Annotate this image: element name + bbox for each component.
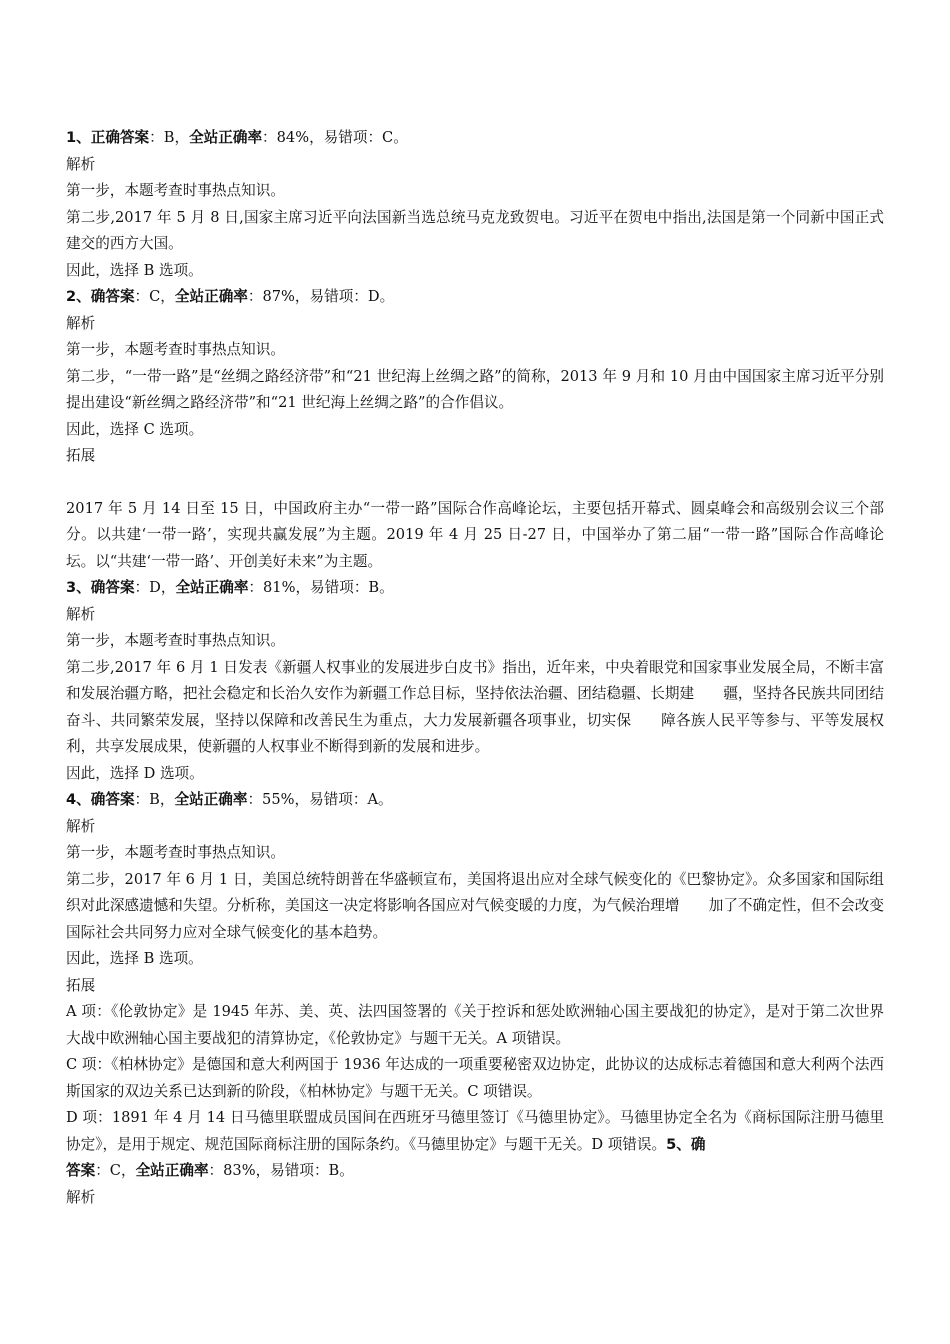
q5-rate-value: ：83%，易错项：B。 bbox=[208, 1162, 354, 1179]
q1-number: 1、 bbox=[66, 129, 91, 146]
q4-rate-label: 全站正确率 bbox=[174, 791, 248, 808]
q4-extend-option-c: C 项：《柏林协定》是德国和意大利两国于 1936 年达成的一项重要秘密双边协定，此协议的达成标志着德国和意大利两个法西斯国家的双边关系已达到新的阶段，《柏林协定》与题干无关。C 项错误。 bbox=[66, 1056, 884, 1100]
q1-rate-value: ：84%，易错项：C。 bbox=[262, 129, 408, 146]
q2-step2: 第二步，“一带一路”是“丝绸之路经济带”和“21 世纪海上丝绸之路”的简称，2013 年 9 月和 10 月由中国国家主席习近平分别提出建设“新丝绸之路经济带”和“21 世纪海上丝绸之路”的合作倡议。 bbox=[66, 367, 884, 411]
q3-rate-label: 全站正确率 bbox=[175, 579, 249, 596]
q3-conclusion: 因此，选择 D 选项。 bbox=[66, 764, 204, 782]
answer-document bbox=[66, 125, 884, 1211]
q4-extend-option-a: A 项：《伦敦协定》是 1945 年苏、美、英、法四国签署的《关于控诉和惩处欧洲轴心国主要战犯的协定》，是对于第二次世界大战中欧洲轴心国主要战犯的清算协定，《伦敦协定》与题干无关。A 项错误。 bbox=[66, 1003, 884, 1047]
q1-answer-label: 正确答案 bbox=[90, 129, 150, 146]
q4-conclusion: 因此，选择 B 选项。 bbox=[66, 950, 203, 967]
q3-analysis-heading: 解析 bbox=[66, 605, 96, 623]
q2-rate-label: 全站正确率 bbox=[174, 288, 248, 305]
q3-step2: 第二步,2017 年 6 月 1 日发表《新疆人权事业的发展进步白皮书》指出，近年来，中央着眼党和国家事业发展全局，不断丰富和发展治疆方略，把社会稳定和长治久安作为新疆工作总目标，坚持依法治疆、团结稳疆、长期建 疆，坚持各民族共同团结奋斗、共同繁荣发展，坚持以保障和改善民生为重点，大力发展新疆各项事业，切实保 障各族人民平等参与、平等发展权利，共享发展成果，使新疆的人权事业不断得到新的发展和进步。 bbox=[66, 658, 884, 755]
q4-extend-heading: 拓展 bbox=[66, 976, 96, 994]
q3-header bbox=[66, 575, 884, 602]
q4-extend-option-d bbox=[66, 1105, 884, 1158]
q4-step1: 第一步，本题考查时事热点知识。 bbox=[66, 844, 285, 861]
spacer bbox=[66, 470, 884, 496]
q4-answer-label: 确答案 bbox=[90, 791, 135, 808]
q5-answer-label-part1: 确 bbox=[690, 1135, 706, 1153]
q5-analysis-heading: 解析 bbox=[66, 1188, 96, 1206]
q2-step1: 第一步，本题考查时事热点知识。 bbox=[66, 341, 285, 358]
q2-analysis-heading: 解析 bbox=[66, 314, 96, 332]
q4-step2: 第二步，2017 年 6 月 1 日，美国总统特朗普在华盛顿宣布，美国将退出应对全球气候变化的《巴黎协定》。众多国家和国际组织对此深感遗憾和失望。分析称，美国这一决定将影响各国应对气候变暖的力度，为气候治理增 加了不确定性，但不会改变国际社会共同努力应对全球气候变化的基本趋势。 bbox=[66, 870, 884, 941]
q5-answer-value: ：C， bbox=[95, 1162, 136, 1179]
q2-conclusion: 因此，选择 C 选项。 bbox=[66, 420, 204, 438]
q2-answer-value: ：C， bbox=[134, 288, 175, 305]
q1-answer-value: ：B， bbox=[149, 129, 190, 146]
q4-answer-value: ：B， bbox=[134, 791, 175, 808]
q5-answer-label-part2: 答案 bbox=[66, 1162, 96, 1179]
q1-analysis-heading: 解析 bbox=[66, 155, 96, 173]
q3-answer-value: ：D， bbox=[134, 579, 176, 596]
q2-number: 2、 bbox=[66, 288, 91, 305]
q4-number: 4、 bbox=[66, 791, 91, 808]
q4-header bbox=[66, 787, 884, 814]
q2-rate-value: ：87%，易错项：D。 bbox=[247, 288, 395, 305]
q4-extend-option-d-text: D 项：1891 年 4 月 14 日马德里联盟成员国间在西班牙马德里签订《马德里协定》。马德里协定全名为《商标国际注册马德里协定》，是用于规定、规范国际商标注册的国际条约。《马德里协定》与题干无关。D 项错误。 bbox=[66, 1109, 884, 1153]
q2-header bbox=[66, 284, 884, 311]
q5-rate-label: 全站正确率 bbox=[135, 1162, 209, 1179]
q5-number: 5、 bbox=[666, 1135, 691, 1153]
q2-extend-heading: 拓展 bbox=[66, 447, 96, 464]
q1-header bbox=[66, 125, 884, 152]
q4-rate-value: ：55%，易错项：A。 bbox=[247, 791, 393, 808]
q3-rate-value: ：81%，易错项：B。 bbox=[248, 579, 394, 596]
q1-step1: 第一步，本题考查时事热点知识。 bbox=[66, 182, 285, 199]
q4-analysis-heading: 解析 bbox=[66, 817, 96, 835]
q1-conclusion: 因此，选择 B 选项。 bbox=[66, 261, 203, 279]
q2-answer-label: 确答案 bbox=[90, 288, 135, 305]
q1-step2: 第二步,2017 年 5 月 8 日,国家主席习近平向法国新当选总统马克龙致贺电。习近平在贺电中指出,法国是第一个同新中国正式建交的西方大国。 bbox=[66, 208, 884, 252]
q5-header bbox=[66, 1158, 884, 1185]
q3-step1: 第一步，本题考查时事热点知识。 bbox=[66, 632, 285, 649]
q3-number: 3、 bbox=[66, 579, 91, 596]
q3-answer-label: 确答案 bbox=[90, 579, 135, 596]
q1-rate-label: 全站正确率 bbox=[189, 129, 263, 146]
q2-extend-text: 2017 年 5 月 14 日至 15 日，中国政府主办“一带一路”国际合作高峰论坛，主要包括开幕式、圆桌峰会和高级别会议三个部分。以共建‘一带一路’，实现共赢发展”为主题。2019 年 4 月 25 日-27 日，中国举办了第二届“一带一路”国际合作高峰论坛。以“共建‘一带一路’、开创美好未来”为主题。 bbox=[66, 499, 884, 570]
